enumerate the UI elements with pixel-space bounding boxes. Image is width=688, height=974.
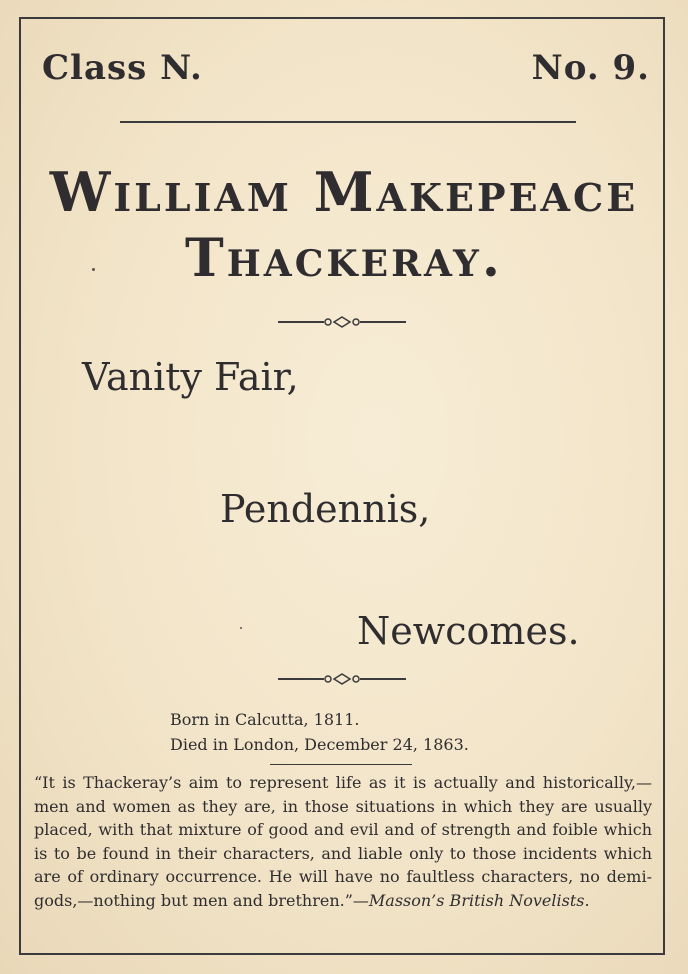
paper-speck — [240, 627, 242, 629]
birth-info: Born in Calcutta, 1811. — [170, 710, 360, 729]
author-name-line-2: Thackeray. — [185, 228, 503, 289]
top-divider — [120, 121, 576, 123]
bio-divider — [270, 764, 412, 765]
ornament-divider-icon — [278, 672, 406, 686]
quote-text: “It is Thackeray’s aim to represent life as it is actually and historically,—men and women as they are, in those situations in which they are usually placed, with that mixture of good and evil and of strength and foible which is to be found in their characters, and liable only to those incidents which are of ordinary occurrence. He will have no faultless characters, no demi-gods,—nothing but men and brethren.”— — [34, 773, 652, 910]
card-number: No. 9. — [531, 48, 650, 88]
quote-attribution: Masson’s British Novelists. — [368, 890, 590, 910]
paper-speck — [92, 268, 95, 271]
class-label: Class N. — [42, 48, 203, 88]
author-name-line-1: William Makepeace — [49, 160, 639, 224]
quote-block — [34, 771, 652, 912]
ornament-divider-icon — [278, 315, 406, 329]
work-title-vanity-fair: Vanity Fair, — [82, 355, 299, 399]
death-info: Died in London, December 24, 1863. — [170, 735, 469, 754]
work-title-pendennis: Pendennis, — [220, 487, 431, 531]
work-title-newcomes: Newcomes. — [357, 609, 580, 653]
